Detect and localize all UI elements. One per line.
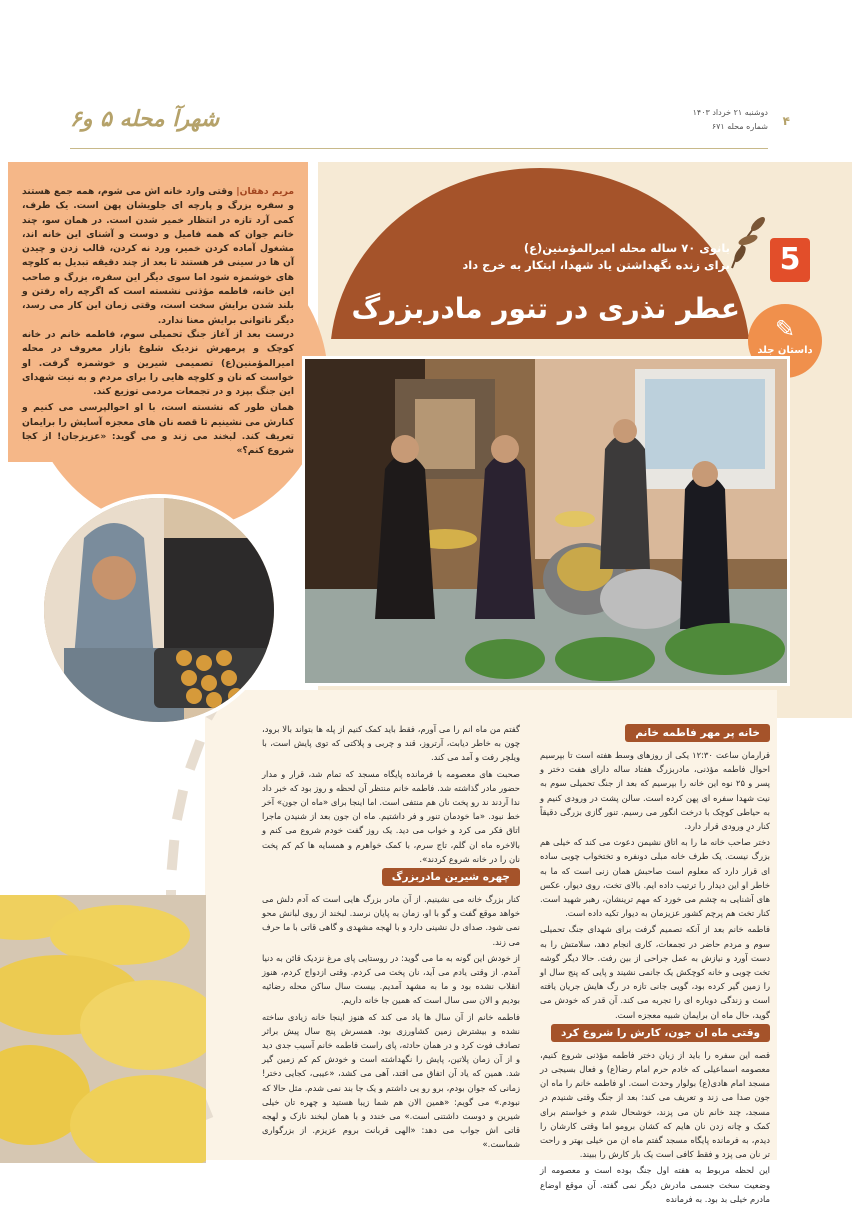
intro-text xyxy=(22,185,294,461)
main-photo xyxy=(302,356,790,686)
paragraph: گفتم من ماه انم را می آورم، فقط باید کمک کنیم از پله ها بتواند بالا برود، چون به خاطر دیابت، آرتروز، قند و چربی و پلاکتی که توی پایش است، با ویلچر رفت و آمد می کند. xyxy=(262,724,520,763)
kicker-line-2: برای زنده نگهداشتن یاد شهدا، ابتکار به خرج داد xyxy=(462,258,730,272)
kicker-line-1: بانوی ۷۰ ساله محله امیرالمؤمنین(ع) xyxy=(523,241,730,255)
paragraph: قصه این سفره را باید از زبان دختر فاطمه مؤذنی شروع کنیم، معصومه اسماعیلی که خادم حرم امام رضا(ع) و فعال بسیجی در مسجد امام هادی(ع) بولوار وحدت است. او فاطمه خانم را ماه ان جون صدا می زند و تعریف می کند: بعد از جنگ وقتی شنیدم در مسجد، چند خانم نان می پزند، خوشحال شدم و خواستم برای کمک و چانه زدن نان هایم که کشان برومو اما وقتی کارشان را دیدم، به فرمانده پایگاه مسجد گفتم ماه ان من خیلی بهتر و راحت تر نان می پزد و فقط کافی است یک بار کارش را ببیند. xyxy=(540,1049,770,1160)
paragraph: این لحظه مربوط به هفته اول جنگ بوده است و معصومه از وضعیت سخت جسمی مادرش دیگر نمی گفته. آن موقع اوضاع مادرم خیلی بد بود. به فرمانده xyxy=(540,1165,770,1204)
pencil-icon: ✎ xyxy=(774,315,796,343)
paragraph: دختر صاحب خانه ما را به اتاق نشیمن دعوت می کند که خیلی هم بزرگ نیست. یک طرف خانه مبلی دونفره و تختخواب چوبی ساده ای قرار دارد که معلوم است صاحبش همان زنی است که ما به خاطر او این دیدار را ترتیب داده ایم. بالای تخت، روی دیوار، عکس های آشنایی به چشم می خورد که مهم ترینشان، رهبر شهید است. کنار تخت هم پرچم کشور عزیزمان به دیوار تکیه داده است. xyxy=(540,837,770,919)
cookies-photo xyxy=(0,895,206,1163)
issue-number: شماره محله ۶۷۱ xyxy=(711,122,768,131)
badge-label: داستان جلد xyxy=(757,345,813,356)
brand-logo: شهرآ محله ۵ و۶ xyxy=(70,106,220,132)
subhead-sweet-face: چهره شیرین مادربزرگ xyxy=(382,868,520,886)
subhead-warm-house: خانه پر مهر فاطمه خانم xyxy=(625,724,770,742)
intro-paragraph-3: همان طور که نشسته است، با او احوالپرسی می کنیم و کنارش می نشینیم تا قصه نان های معجزه آسایش را برایمان تعریف کند. لبخند می زند و می گوید: «عزیزجان! از کجا شروع کنم؟» xyxy=(22,402,294,457)
intro-paragraph-2: درست بعد از آغاز جنگ تحمیلی سوم، فاطمه خانم در خانه کوچک و پرمهرش نزدیک شلوغ بازار معروف در محله امیرالمؤمنین(ع) تصمیمی شیرین و خوشمزه گرفت. او خواست که نان و کلوچه هایی را برای مردم و به نیت شهدای این جنگ بپزد و در تجمعات مردمی توزیع کند. xyxy=(22,328,294,398)
paragraph: صحبت های معصومه با فرمانده پایگاه مسجد که تمام شد، قرار و مدار حضور مادر گذاشته شد. فاطمه خانم منتظر آن لحظه و روز بود که خبر داد ندا آردند ند رو پخت نان هم منتفی است. اما اینجا برای «ماه ان جون» آخر خط نبود. «ما خودمان تنور و فر داشتیم. ماه ان جون بعد از شنیدن ماجرا اتاق فکر می کرد و خواب می دید. یک روز گفت خودم شروع می کنم و بالاخره ماه ان گلم، تاج سرم، با کمک خواهرم و همسایه ها کم کم پخت نان را در خانه شروع کردند». xyxy=(262,768,520,864)
subhead-work-start: وقتی ماه ان جون، کارش را شروع کرد xyxy=(551,1024,770,1042)
baking-photo-illustration xyxy=(44,498,274,722)
article-column-right xyxy=(540,722,770,1208)
baking-photo xyxy=(40,494,278,726)
main-photo-illustration xyxy=(305,359,787,683)
masthead xyxy=(70,104,790,144)
author-byline: مریم دهقان| xyxy=(236,186,295,197)
article-column-left xyxy=(262,722,520,1154)
paragraph: کنار بزرگ خانه می نشینیم. از آن مادر بزرگ هایی است که آدم دلش می خواهد موقع گفت و گو با او، زمان به پایان نرسد. لبخند از روی لبانش محو نمی شود. صدای دل نشینی دارد و با لهجه مشهدی و گاهی قاتی با ما حرف می زند. xyxy=(262,894,520,947)
intro-paragraph-1: وقتی وارد خانه اش می شوم، همه جمع هستند و سفره بزرگ و پارچه ای جلویشان پهن است. یک طرف، کمی آرد تازه در انتظار خمیر شدن است. در همان سو، چند خانم جوان که همه فامیل و دوست و آشنای این خانه اند، مشغول آماده کردن خمیر، ورد نه کردن، قالب زدن و چیدن آن ها در سینی فر هستند تا بعد از چند دقیقه تبدیل به کلوچه های خوشمزه شود اما سوی دیگر این سفره، بزرگ و صاحب این خانه، فاطمه مؤذنی نشسته است که اگرچه راه رفتن و بلند شدن برایش سخت است، وقتی زمان این کار می رسد، دیگر ناتوانی برایش معنا ندارد. xyxy=(22,186,294,326)
paragraph: فاطمه خانم بعد از آنکه تصمیم گرفت برای شهدای جنگ تحمیلی سوم و مردم حاضر در تجمعات، کاری انجام دهد، سلامتش را به دست آورد و نیازش به عمل جراحی از بین رفت. حالا دیگر گوشه تخت چوبی و خانه کوچکش یک جانمی نشیند و پایی که پنج سال او را زمین گیر کرده بود، گویی جانی تازه در رگ هایش جریان یافته است و زندگی دوباره ای را تجربه می کند. آن قدر که خودش می گوید، حال ماه ان برایمان شبیه معجزه است. xyxy=(540,924,770,1020)
issue-info xyxy=(693,106,768,134)
cookies-photo-illustration xyxy=(0,895,206,1163)
paragraph: از خودش این گونه به ما می گوید: در روستایی پای مرغ نزدیک قائن به دنیا آمدم. از وقتی یادم می آید، نان پخت می کردم. وقتی ازدواج کردم، هنوز انقلاب نشده بود و ما به مشهد آمدیم. بیست سال ساکن محله رضائیه بودیم و الان سی سال است که همین جا خانه داریم. xyxy=(262,952,520,1006)
paragraph: قرارمان ساعت ۱۲:۳۰ یکی از روزهای وسط هفته است تا بپرسیم احوال فاطمه مؤذنی، مادربزرگ هفتاد ساله دارای هفت دختر و پسر و ۲۵ نوه این خانه را بپرسیم که بعد از جنگ تحمیلی سوم به نیت شهدا سفره ای پهن کرده است. سالن پشت در ورودی کنیم و به حیاطی کوچک با درخت انگور می رسیم. تنور گازی بزرگی دقیقاً کنار درِ ورودی قرار دارد. xyxy=(540,750,770,832)
paragraph: فاطمه خانم از آن سال ها یاد می کند که هنوز اینجا خانه زیادی ساخته نشده و بیشترش زمین کشاورزی بود. همسرش پنج سال پیش براثر تصادف فوت کرد و در همان حادثه، پای راست فاطمه خانم آسیب جدی دید و از آن زمان پلاتین، پایش را نگهداشته است و خودش کم کم زمین گیر شد. همین که یاد آن اتفاق می افتد، آهی می کشد، «عیبی، کجایی دختر! زمانی که جوان بودم، برو رو یی داشتم و یک جا بند نمی شدم. مثل حالا که نبودم.» می گویم: «همین الان هم شما زیبا هستید و چهره تان خیلی شیرین و دوست داشتنی است.» می خندد و با همان لبخند نازک و لهجه قاتی اش جواب می دهد: «الهی قربانت بروم عزیزم. از بزرگواری شماست.» xyxy=(262,1011,520,1150)
leaf-icon xyxy=(722,210,772,270)
headline-kicker xyxy=(350,240,730,274)
story-number: 5 xyxy=(770,238,810,282)
headline: عطر نذری در تنور مادربزرگ xyxy=(351,292,740,325)
issue-date: دوشنبه ۲۱ خرداد ۱۴۰۳ xyxy=(692,108,768,117)
page-number: ۴ xyxy=(782,114,790,128)
masthead-divider xyxy=(70,148,768,149)
